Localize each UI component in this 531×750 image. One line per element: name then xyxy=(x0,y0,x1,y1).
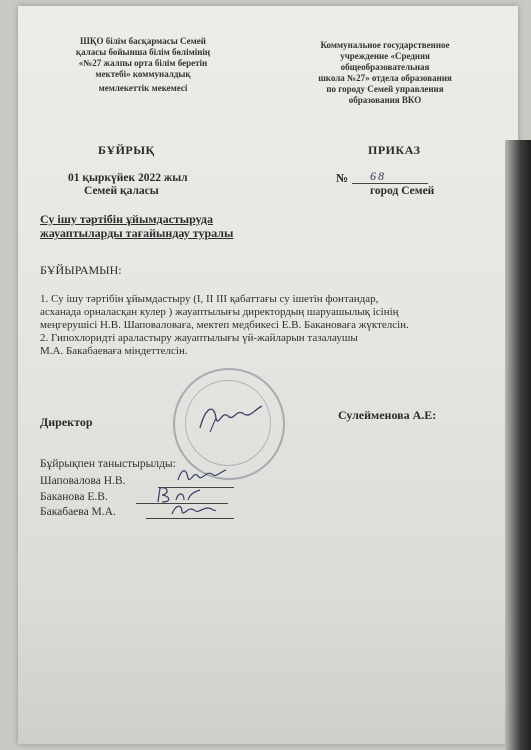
order-title-kz: БҰЙРЫҚ xyxy=(98,143,155,157)
order-title-ru: ПРИКАЗ xyxy=(368,143,421,157)
order-city-kz: Семей қаласы xyxy=(84,185,159,197)
header-left-line: «№27 жалпы орта білім беретін xyxy=(78,58,208,68)
body-line: асханада орналасқан кулер ) жауаптылығы директордың шаруашылық ісінің xyxy=(40,306,399,318)
director-signature xyxy=(196,398,266,438)
header-left-line: ШҚО білім басқармасы Семей xyxy=(80,36,206,46)
body-line: 1. Су ішу тәртібін ұйымдастыру (І, ІІ ІІІ қабаттағы су ішетін фонтандар, xyxy=(40,293,379,305)
header-left xyxy=(58,36,228,94)
director-name: Сулейменова А.Е: xyxy=(338,408,437,422)
header-left-line: қаласы бойынша білім бөлімінің xyxy=(75,47,211,57)
order-date: 01 қыркүйек 2022 жыл xyxy=(68,172,188,184)
header-right-line: учреждение «Средняя xyxy=(340,51,430,61)
body-line: меңгерушісі Н.В. Шаповаловаға, мектеп медбикесі Е.В. Бакановаға жүктелсін. xyxy=(40,319,409,331)
header-left-line: мемлекеттік мекемесі xyxy=(98,83,188,93)
director-position: Директор xyxy=(40,415,93,429)
header-right-line: по городу Семей управления xyxy=(326,84,444,94)
header-left-line: мектебі» коммуналдық xyxy=(95,69,191,79)
header-right-line: Коммунальное государственное xyxy=(320,40,450,50)
order-subject-line2: жауаптыларды тағайындау туралы xyxy=(40,226,234,240)
order-number-sign: № xyxy=(336,171,349,185)
order-subject-line1: Су ішу тәртібін ұйымдастыруда xyxy=(40,212,213,226)
body-line: М.А. Бакабаеваға міндеттелсін. xyxy=(40,345,188,357)
header-right-line: образования ВКО xyxy=(348,95,422,105)
acknowledged-name: Шаповалова Н.В. xyxy=(40,475,126,487)
header-right-line: общеобразовательная xyxy=(340,62,430,72)
header-right-line: школа №27» отдела образования xyxy=(318,73,452,83)
order-number: 68 xyxy=(370,169,386,183)
acknowledged-name: Бакабаева М.А. xyxy=(40,506,116,518)
body-line: 2. Гипохлоридті араластыру жауаптылығы үй-жайларын тазалаушы xyxy=(40,332,358,344)
acknowledged-heading: Бұйрықпен таныстырылды: xyxy=(40,458,176,470)
acknowledged-name: Баканова Е.В. xyxy=(40,491,108,503)
order-city-ru: город Семей xyxy=(370,185,435,197)
document-page xyxy=(18,6,518,744)
header-right xyxy=(300,40,470,106)
scan-dark-edge xyxy=(505,140,531,750)
order-body xyxy=(40,293,510,358)
order-command: БҰЙЫРАМЫН: xyxy=(40,263,122,277)
shapovalova-signature xyxy=(176,464,228,486)
order-number-line xyxy=(352,183,428,184)
bakabaeva-signature xyxy=(170,500,218,520)
